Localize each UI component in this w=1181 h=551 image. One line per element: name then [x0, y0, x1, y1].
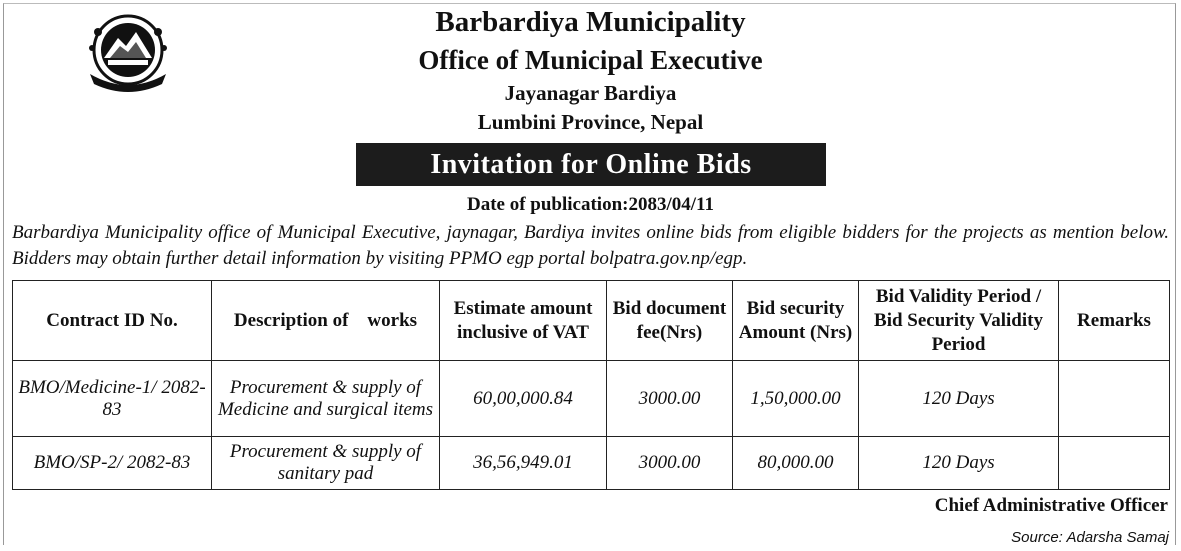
cell-remarks — [1059, 437, 1170, 490]
office-name: Office of Municipal Executive — [418, 45, 763, 75]
cell-contract-id: BMO/SP-2/ 2082-83 — [13, 437, 212, 490]
signature-title: Chief Administrative Officer — [934, 495, 1168, 516]
col-bid-security-amount: Bid security Amount (Nrs) — [733, 281, 859, 361]
col-description: Description of works — [212, 281, 440, 361]
cell-estimate-amount: 36,56,949.01 — [440, 437, 607, 490]
office-location: Jayanagar Bardiya — [504, 81, 677, 105]
cell-bid-document-fee: 3000.00 — [607, 361, 733, 437]
table-header-row — [13, 281, 1170, 361]
cell-bid-document-fee: 3000.00 — [607, 437, 733, 490]
source-credit: Source: Adarsha Samaj — [1011, 529, 1169, 546]
cell-description: Procurement & supply of sanitary pad — [212, 437, 440, 490]
col-bid-document-fee: Bid document fee(Nrs) — [607, 281, 733, 361]
cell-description: Procurement & supply of Medicine and surgical items — [212, 361, 440, 437]
col-validity-period: Bid Validity Period / Bid Security Validity Period — [859, 281, 1059, 361]
cell-validity-period: 120 Days — [859, 361, 1059, 437]
cell-bid-security-amount: 80,000.00 — [733, 437, 859, 490]
notice-title-banner: Invitation for Online Bids — [356, 143, 826, 186]
municipality-name: Barbardiya Municipality — [435, 6, 746, 38]
cell-remarks — [1059, 361, 1170, 437]
cell-contract-id: BMO/Medicine-1/ 2082-83 — [13, 361, 212, 437]
intro-paragraph: Barbardiya Municipality office of Municipal Executive, jaynagar, Bardiya invites online bids from eligible bidders for the projects as mention below. Bidders may obtain further detail information by visiting PPMO egp portal bolpatra.gov.np/egp. — [12, 222, 1169, 269]
province-country: Lumbini Province, Nepal — [477, 110, 704, 134]
cell-estimate-amount: 60,00,000.84 — [440, 361, 607, 437]
bids-table — [12, 280, 1170, 490]
cell-validity-period: 120 Days — [859, 437, 1059, 490]
table-row — [13, 361, 1170, 437]
cell-bid-security-amount: 1,50,000.00 — [733, 361, 859, 437]
table-row — [13, 437, 1170, 490]
col-estimate-amount: Estimate amount inclusive of VAT — [440, 281, 607, 361]
publication-date: Date of publication:2083/04/11 — [466, 194, 714, 215]
col-remarks: Remarks — [1059, 281, 1170, 361]
col-contract-id: Contract ID No. — [13, 281, 212, 361]
